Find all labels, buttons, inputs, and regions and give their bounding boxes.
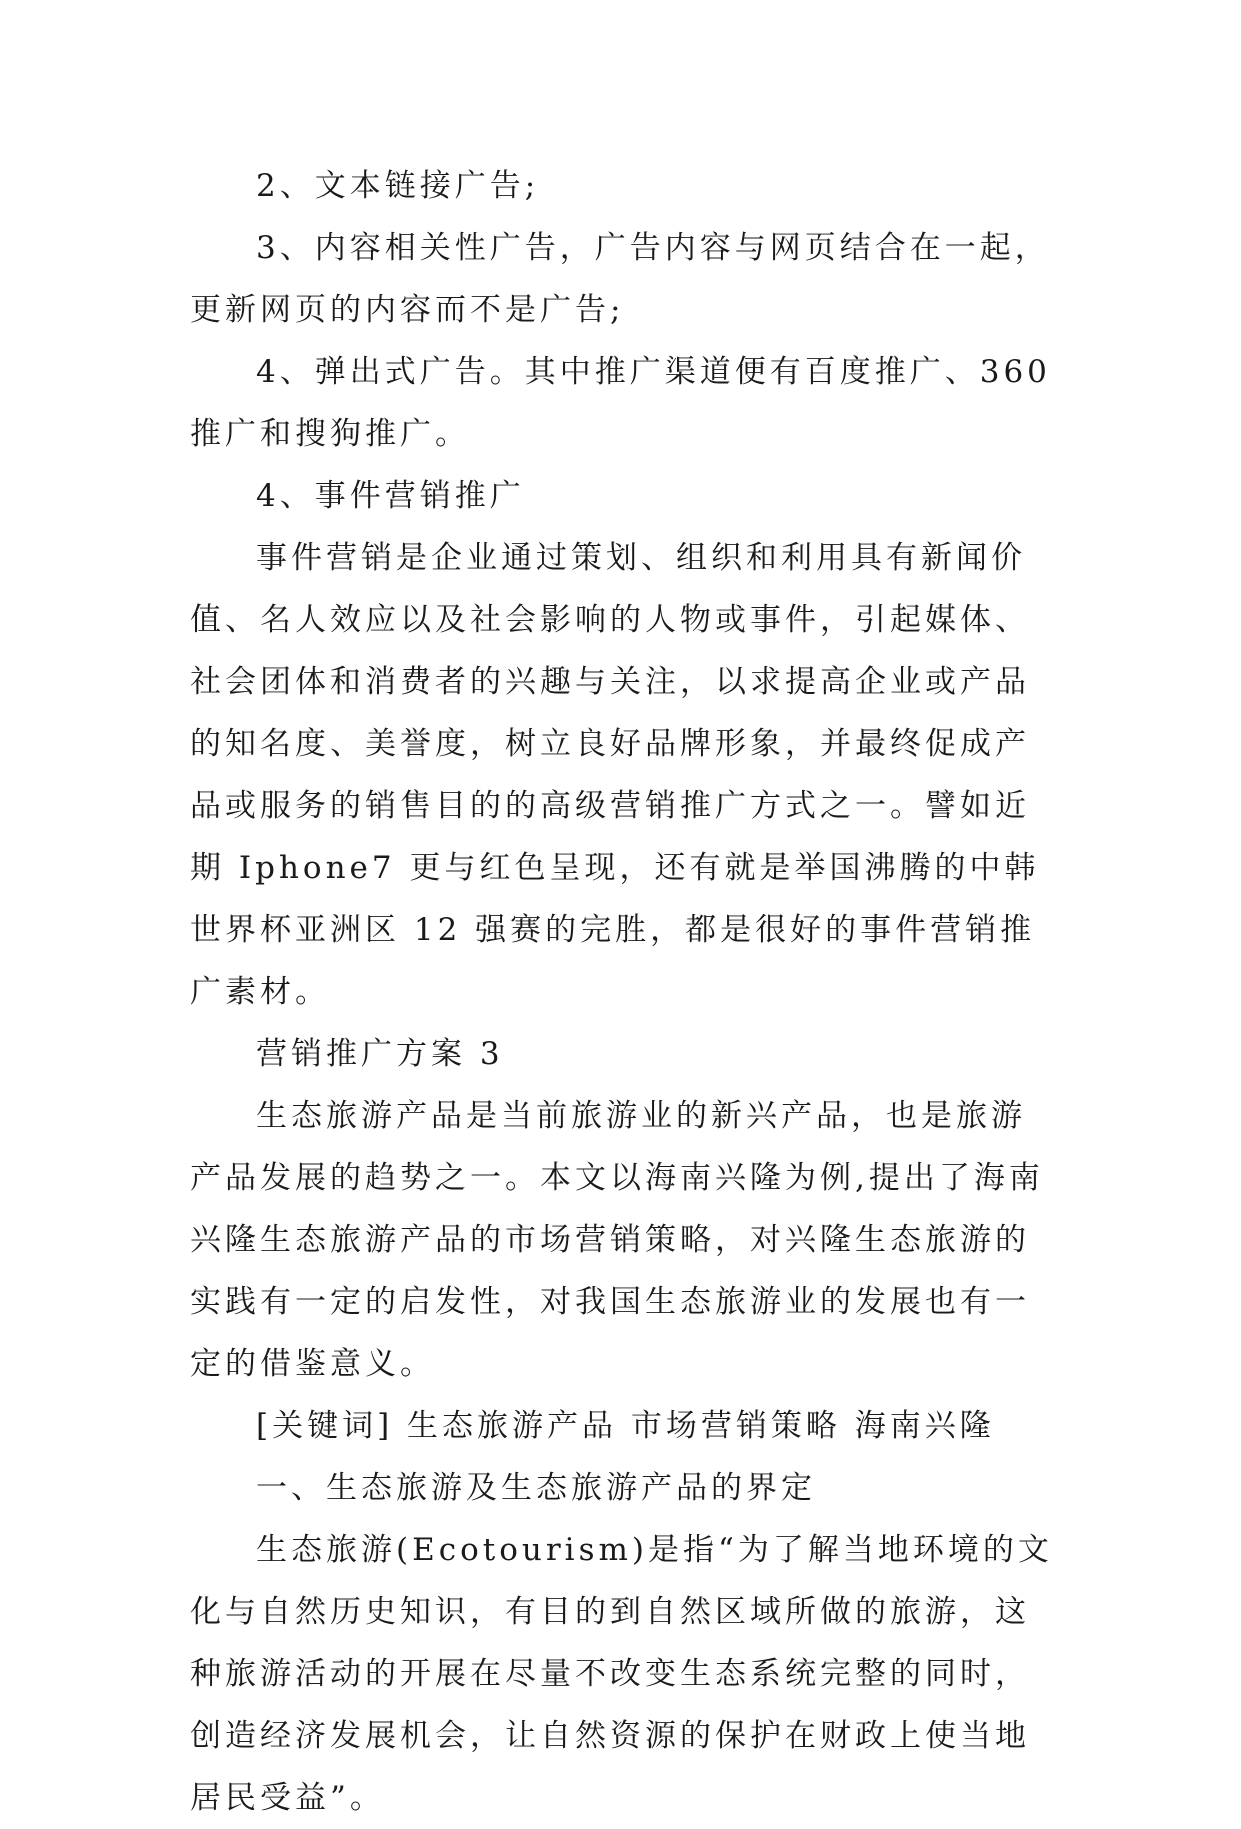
paragraph-plan-3-heading: 营销推广方案 3 bbox=[256, 1036, 504, 1072]
paragraph-event-marketing-body: 事件营销是企业通过策划、组织和利用具有新闻价值、名人效应以及社会影响的人物或事件，引起媒体、社会团体和消费者的兴趣与关注，以求提高企业或产品的知名度、美誉度，树立良好品牌形象，并最终促成产品或服务的销售目的的高级营销推广方式之一。譬如近期 Iphone7 更与红色呈现，还有就是举国沸腾的中韩世界杯亚洲区 12 强赛的完胜，都是很好的事件营销推广素材。 bbox=[190, 540, 1040, 1010]
document-body bbox=[190, 155, 1060, 1829]
paragraph-ad-content-related: 3、内容相关性广告，广告内容与网页结合在一起，更新网页的内容而不是广告; bbox=[190, 230, 1050, 328]
paragraph-keywords: [关键词] 生态旅游产品 市场营销策略 海南兴隆 bbox=[256, 1408, 995, 1444]
paragraph-eco-tourism-intro: 生态旅游产品是当前旅游业的新兴产品，也是旅游产品发展的趋势之一。本文以海南兴隆为例,提出了海南兴隆生态旅游产品的市场营销策略，对兴隆生态旅游的实践有一定的启发性，对我国生态旅游业的发展也有一定的借鉴意义。 bbox=[190, 1098, 1044, 1382]
paragraph-ad-popup: 4、弹出式广告。其中推广渠道便有百度推广、360 推广和搜狗推广。 bbox=[190, 354, 1051, 452]
paragraph-eco-tourism-definition: 生态旅游(Ecotourism)是指“为了解当地环境的文化与自然历史知识，有目的到自然区域所做的旅游，这种旅游活动的开展在尽量不改变生态系统完整的同时，创造经济发展机会，让自然资源的保护在财政上使当地居民受益”。 bbox=[190, 1532, 1053, 1816]
paragraph-event-marketing-heading: 4、事件营销推广 bbox=[256, 478, 525, 514]
paragraph-section-1-heading: 一、生态旅游及生态旅游产品的界定 bbox=[256, 1470, 816, 1506]
paragraph-ad-text-link: 2、文本链接广告; bbox=[256, 168, 540, 204]
